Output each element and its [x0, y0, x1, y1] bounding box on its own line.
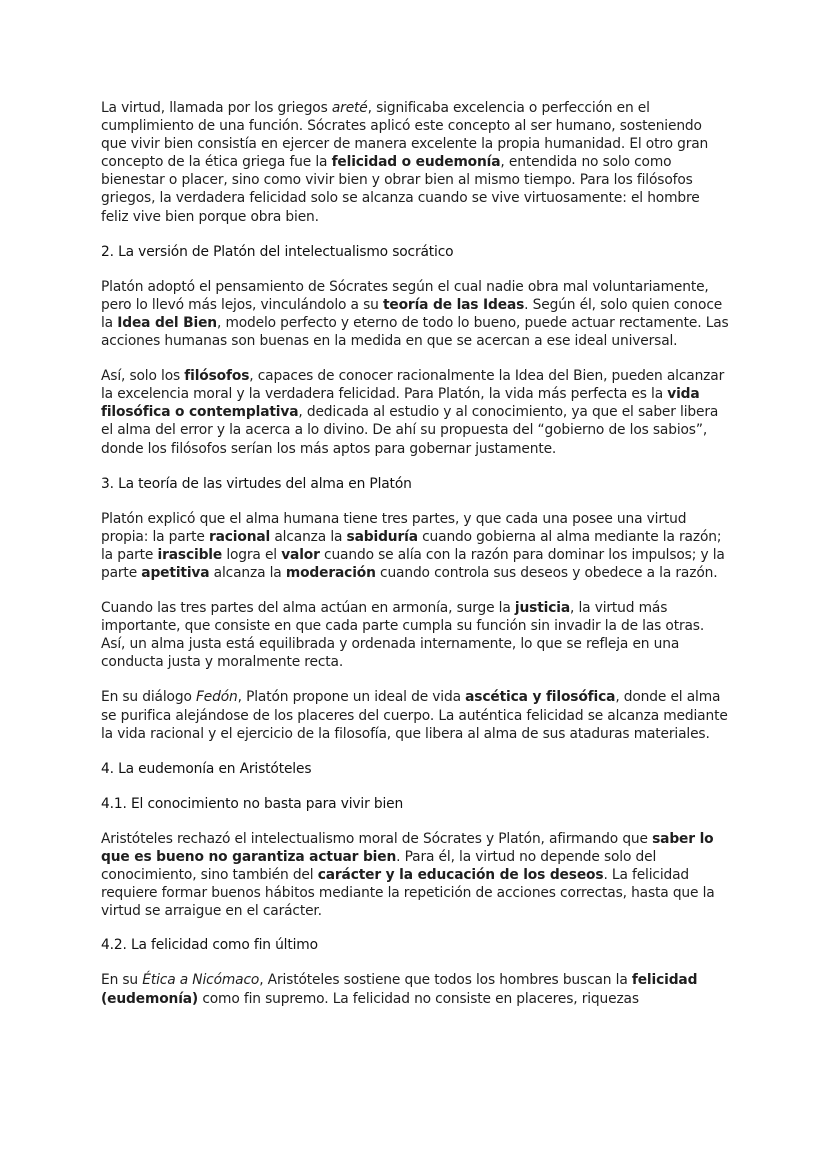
text-run: como fin supremo. La felicidad no consiste en placeres, riquezas	[198, 990, 639, 1007]
text-run: Aristóteles rechazó el intelectualismo moral de Sócrates y Platón, afirmando que	[101, 830, 653, 847]
text-run: Así, solo los	[101, 368, 185, 385]
text-run: En su diálogo	[101, 689, 196, 706]
italic-term-arete: areté	[331, 100, 368, 116]
bold-term-justicia: justicia	[514, 600, 570, 617]
bold-term-racional: racional	[208, 528, 271, 545]
italic-title-fedon: Fedón	[195, 689, 238, 706]
text-run: , Platón propone un ideal de vida	[237, 689, 466, 706]
text-run: cuando gobierna al alma mediante la razón; la parte	[101, 528, 722, 563]
bold-term-teoria-ideas: teoría de las Ideas	[382, 296, 525, 313]
text-run: , la virtud más importante, que consiste en que cada parte cumpla su función sin invadir la de las otras. Así, un alma justa está equilibrada y ordenada internamente, lo que se refleja en una conducta justa y moralmente recta.	[101, 600, 705, 671]
text-run: , entendida no solo como bienestar o placer, sino como vivir bien y obrar bien al mismo tiempo. Para los filósofos griegos, la verdadera felicidad solo se alcanza cuando se vive virtuosamente: el hombre feliz vive bien porque obra bien.	[101, 154, 700, 225]
text-run: logra el	[222, 546, 282, 563]
bold-term-vida-filosofica: vida filosófica o contemplativa	[101, 386, 700, 421]
bold-term-moderacion: moderación	[285, 564, 376, 581]
bold-term-valor: valor	[281, 546, 320, 563]
text-run: cuando se alía con la razón para dominar los impulsos; y la parte	[101, 546, 725, 581]
text-run: . Según él, solo quien conoce la	[101, 296, 723, 331]
subsection-heading-4-2: 4.2. La felicidad como fin último	[101, 937, 318, 954]
bold-term-idea-bien: Idea del Bien	[117, 314, 217, 331]
bold-term-ascetica: ascética y filosófica	[465, 689, 616, 706]
text-run: cuando controla sus deseos y obedece a la razón.	[375, 564, 718, 581]
text-run: . La felicidad requiere formar buenos hábitos mediante la repetición de acciones correctas, hasta que la virtud se arraigue en el carácter.	[101, 867, 715, 920]
text-run: , capaces de conocer racionalmente la Idea del Bien, pueden alcanzar la excelencia moral y la verdadera felicidad. Para Platón, la vida más perfecta es la	[101, 368, 725, 403]
section-heading-4: 4. La eudemonía en Aristóteles	[101, 760, 312, 777]
text-run: Platón explicó que el alma humana tiene tres partes, y que cada una posee una virtud propia: la parte	[101, 510, 687, 545]
paragraph-fin-ultimo	[101, 971, 729, 1007]
bold-term-apetitiva: apetitiva	[141, 564, 210, 581]
document-page	[101, 99, 729, 1008]
section-heading-3: 3. La teoría de las virtudes del alma en Platón	[101, 475, 412, 492]
paragraph-partes-alma	[101, 510, 729, 582]
text-run: , donde el alma se purifica alejándose de los placeres del cuerpo. La auténtica felicidad se alcanza mediante la vida racional y el ejercicio de la filosofía, que libera al alma de sus ataduras materiales.	[101, 689, 728, 742]
paragraph-filosofos	[101, 367, 729, 457]
paragraph-justicia	[101, 599, 729, 671]
text-run: , significaba excelencia o perfección en el cumplimiento de una función. Sócrates aplicó este concepto al ser humano, sosteniendo que vivir bien consistía en ejercer de manera excelente la propia humanidad. El otro gran concepto de la ética griega fue la	[101, 100, 709, 171]
bold-term-saber-bueno: saber lo que es bueno no garantiza actuar bien	[101, 830, 714, 865]
text-run: , Aristóteles sostiene que todos los hombres buscan la	[259, 972, 632, 989]
text-run: alcanza la	[270, 528, 347, 545]
text-run: , dedicada al estudio y al conocimiento, ya que el saber libera el alma del error y la acerca a lo divino. De ahí su propuesta del “gobierno de los sabios”, donde los filósofos serían los más aptos para gobernar justamente.	[101, 404, 719, 457]
bold-term-caracter: carácter y la educación de los deseos	[317, 867, 604, 884]
text-run: Cuando las tres partes del alma actúan en armonía, surge la	[101, 600, 515, 617]
text-run: alcanza la	[209, 564, 286, 581]
bold-term-sabiduria: sabiduría	[346, 528, 418, 545]
paragraph-aristoteles-conocimiento	[101, 830, 729, 920]
text-run: . Para él, la virtud no depende solo del conocimiento, sino también del	[101, 849, 657, 884]
bold-term-irascible: irascible	[157, 546, 223, 563]
text-run: Platón adoptó el pensamiento de Sócrates según el cual nadie obra mal voluntariamente, pero lo llevó más lejos, vinculándolo a su	[101, 278, 709, 313]
bold-term-felicidad: felicidad o eudemonía	[331, 154, 501, 171]
text-run: La virtud, llamada por los griegos	[101, 100, 332, 116]
bold-term-filosofos: filósofos	[184, 368, 250, 385]
paragraph-fedon	[101, 688, 729, 742]
section-heading-2: 2. La versión de Platón del intelectualismo socrático	[101, 243, 454, 260]
text-run: , modelo perfecto y eterno de todo lo bueno, puede actuar rectamente. Las acciones humanas son buenas en la medida en que se acercan a ese ideal universal.	[101, 314, 729, 350]
text-run: En su	[101, 972, 143, 989]
paragraph-virtud	[101, 99, 729, 226]
subsection-heading-4-1: 4.1. El conocimiento no basta para vivir bien	[101, 795, 404, 812]
italic-title-etica-nicomaco: Ética a Nicómaco	[142, 972, 260, 989]
paragraph-platon-ideas	[101, 278, 729, 350]
bold-term-eudemonia: felicidad (eudemonía)	[101, 972, 698, 1007]
